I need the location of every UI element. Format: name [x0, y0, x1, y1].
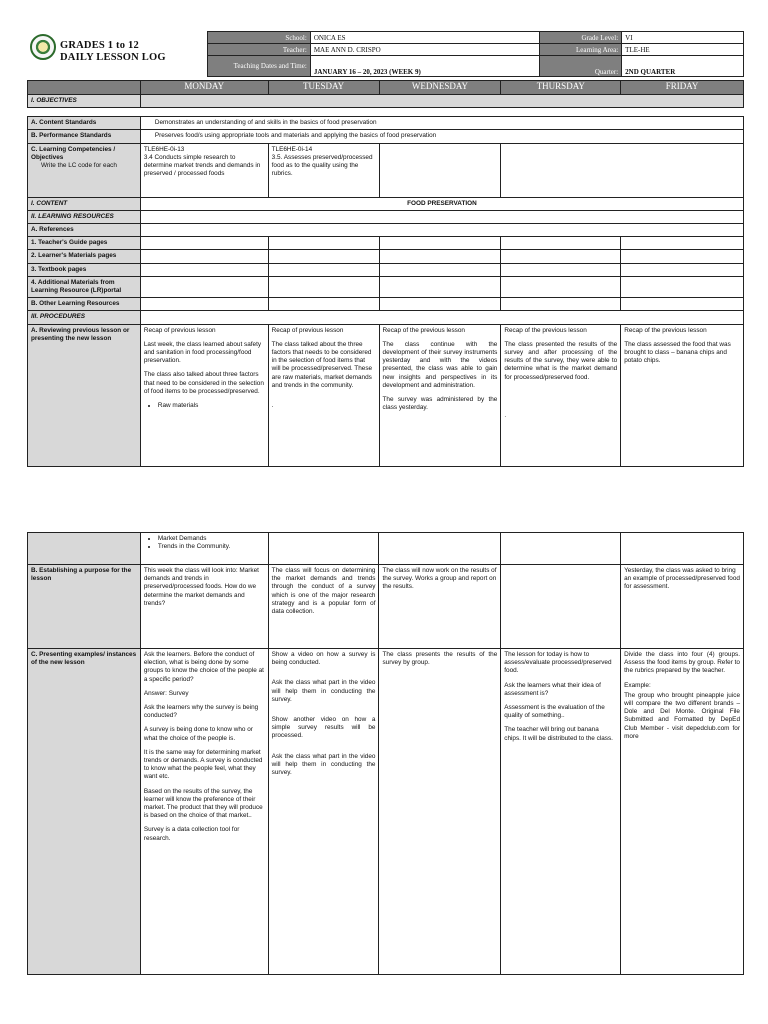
ex-thu-p2: Ask the learners what their idea of assessment is? — [504, 681, 601, 697]
presenting-examples-label: C. Presenting examples/ instances of the new lesson — [28, 649, 141, 975]
tb-mon — [140, 263, 268, 276]
ex-mon-p2: Answer: Survey — [143, 689, 189, 697]
spacer-row — [28, 108, 744, 117]
or-thu — [501, 298, 621, 311]
review-fri-p1: Recap of the previous lesson — [624, 326, 707, 334]
ex-mon-p3: Ask the learners why the survey is being conducted? — [143, 704, 259, 720]
competency-monday — [140, 143, 268, 197]
examples-wednesday — [379, 649, 501, 975]
ex-mon-p4: A survey is being done to know who or what the choice of the people is. — [143, 726, 253, 742]
examples-monday — [140, 649, 268, 975]
procedures-heading: III. PROCEDURES — [28, 311, 141, 324]
ex-mon-p6: Based on the results of the survey, the learner will know the preference of their market. The product that they will produce is based on the choice of that market.. — [143, 787, 263, 820]
header-info-table — [207, 31, 744, 77]
competencies-title: C. Learning Competencies / Objectives — [31, 145, 116, 161]
purpose-thursday — [501, 565, 621, 649]
review-mon-p3: The class also talked about three factors that need to be considered in the selection of food items to be processed/preserved. — [143, 371, 264, 395]
lm-fri — [621, 250, 744, 263]
ex-tue-p1: Show a video on how a survey is being conducted. — [271, 651, 376, 667]
continued-monday — [140, 533, 268, 565]
content-heading: I. CONTENT — [28, 197, 141, 210]
reviewing-label: A. Reviewing previous lesson or presenting the new lesson — [28, 324, 141, 466]
area-label: Learning Area: — [540, 44, 622, 56]
or-mon — [140, 298, 268, 311]
am-thu — [501, 276, 621, 297]
purpose-friday: Yesterday, the class was asked to bring an example of processed/preserved food for assessment. — [621, 565, 744, 649]
competency-tuesday-text: 3.5. Assesses preserved/processed food as to the quality using the rubrics. — [271, 153, 373, 178]
competency-monday-text: 3.4 Conducts simple research to determine market trends and demands in preserved / processed foods — [143, 153, 261, 178]
review-mon-list — [144, 402, 265, 410]
tb-tue — [268, 263, 379, 276]
quarter-label: Quarter: — [540, 56, 622, 77]
review-friday — [621, 324, 744, 466]
day-thursday: THURSDAY — [501, 81, 621, 95]
examples-friday — [621, 649, 744, 975]
grade-label: Grade Level: — [540, 32, 622, 44]
title-line1: GRADES 1 to 12 — [60, 40, 139, 51]
review-thu-p1: Recap of the previous lesson — [504, 326, 587, 334]
tb-fri — [621, 263, 744, 276]
tg-tue — [268, 237, 379, 250]
ex-tue-p4: Ask the class what part in the video will help them in conducting the survey. — [271, 752, 376, 777]
continued-fri — [621, 533, 744, 565]
review-wed-p1: Recap of the previous lesson — [382, 326, 465, 334]
ex-tue-p2: Ask the class what part in the video will help them in conducting the survey. — [271, 679, 376, 703]
review-fri-p2: The class assessed the food that was brought to class – banana chips and potato chips. — [624, 340, 731, 365]
ex-mon-p5: It is the same way for determining market trends or demands. A survey is conducted to know what the people feel, what they want etc. — [143, 748, 263, 781]
dates-label: Teaching Dates and Time: — [208, 56, 311, 77]
teachers-guide-label: 1. Teacher's Guide pages — [28, 237, 141, 250]
review-tue-dot: . — [271, 402, 274, 410]
am-wed — [379, 276, 501, 297]
objectives-band — [140, 95, 743, 108]
lm-thu — [501, 250, 621, 263]
competency-monday-code: TLE6HE-0i-13 — [143, 145, 185, 153]
review-tue-p1: Recap of previous lesson — [271, 326, 344, 334]
ex-thu-p4: The teacher will bring out banana chips. It will be distributed to the class. — [504, 726, 613, 742]
review-wednesday — [379, 324, 501, 466]
learners-materials-label: 2. Learner's Materials pages — [28, 250, 141, 263]
additional-materials-label: 4. Additional Materials from Learning Resource (LR)portal — [28, 276, 141, 297]
content-standards-label: A. Content Standards — [28, 117, 141, 130]
dates-value: JANUARY 16 – 20, 2023 (WEEK 9) — [310, 56, 540, 77]
review-tue-p2: The class talked about the three factors that needs to be considered in the selection of food items that will be processed/preserved. These are raw materials, market demands and trends in the community. — [271, 340, 373, 389]
learning-resources-band — [140, 210, 743, 223]
review-tuesday — [268, 324, 379, 466]
purpose-monday: This week the class will look into: Market demands and trends in preserved/processed foods. How do we determine the market demands and trends? — [140, 565, 268, 649]
review-mon-p2: Last week, the class learned about safety and sanitation in food processing/food preservation. — [143, 340, 262, 365]
school-value: ONICA ES — [310, 32, 540, 44]
tb-wed — [379, 263, 501, 276]
competencies-subtitle: Write the LC code for each — [41, 162, 117, 170]
continued-thu — [501, 533, 621, 565]
review-thu-dot: . — [504, 411, 507, 419]
lesson-log-table — [27, 80, 744, 467]
textbook-label: 3. Textbook pages — [28, 263, 141, 276]
or-wed — [379, 298, 501, 311]
review-thu-p2: The class presented the results of the survey and after processing of the results of the survey, they were able to determine what is the market demand for processed/preserved food. — [504, 340, 618, 381]
or-fri — [621, 298, 744, 311]
ex-fri-p3: The group who brought pineapple juice will compare the two different brands – Dole and Del Monte. Original File Submitted and Formatted by DepEd Club Member - visit depedclub.com for more — [624, 691, 740, 740]
continued-label-cell — [28, 533, 141, 565]
ex-thu-p1: The lesson for today is how to assess/evaluate processed/preserved food. — [504, 651, 612, 675]
procedures-band — [140, 311, 743, 324]
teacher-value: MAE ANN D. CRISPO — [310, 44, 540, 56]
tg-mon — [140, 237, 268, 250]
lesson-log-table-continued — [27, 532, 744, 975]
performance-standards-label: B. Performance Standards — [28, 130, 141, 143]
competency-tuesday-code: TLE6HE-0i-14 — [271, 145, 313, 153]
performance-standards-text: Preserves food/s using appropriate tools and materials and applying the basics of food preservation — [140, 130, 743, 143]
tg-wed — [379, 237, 501, 250]
school-label: School: — [208, 32, 311, 44]
continued-wed — [379, 533, 501, 565]
ex-fri-p1: Divide the class into four (4) groups. Assess the food items by group. Refer to the rubrics prepared by the teacher. — [624, 651, 740, 675]
am-mon — [140, 276, 268, 297]
competency-thu-fri — [501, 143, 744, 197]
list-item: • Raw materials — [158, 402, 265, 410]
content-topic: FOOD PRESERVATION — [140, 197, 743, 210]
deped-seal-logo — [30, 34, 56, 60]
review-mon-p1: Recap of previous lesson — [143, 326, 216, 334]
learning-resources-heading: II. LEARNING RESOURCES — [28, 210, 141, 223]
continued-tue — [268, 533, 379, 565]
am-fri — [621, 276, 744, 297]
lm-tue — [268, 250, 379, 263]
quarter-value: 2ND QUARTER — [622, 56, 744, 77]
corner-cell — [28, 81, 141, 95]
purpose-wednesday: The class will now work on the results of the survey. Works a group and report on the results. — [379, 565, 501, 649]
document-title — [60, 40, 166, 64]
lm-wed — [379, 250, 501, 263]
ex-fri-p2: Example: — [624, 681, 651, 689]
review-wed-p2: The class continue with the development of their survey instruments yesterday and with the videos presented, the class was able to gain new insights and perspectives in its development and administration. — [382, 340, 498, 389]
or-tue — [268, 298, 379, 311]
purpose-tuesday: The class will focus on determining the market demands and trends through the conduct of a survey which is one of the major research strategy and is a popular form of data collection. — [268, 565, 379, 649]
ex-mon-p7: Survey is a data collection tool for research. — [143, 826, 240, 842]
review-thursday — [501, 324, 621, 466]
day-friday: FRIDAY — [621, 81, 744, 95]
competency-tuesday — [268, 143, 379, 197]
references-label: A. References — [28, 224, 141, 237]
area-value: TLE-HE — [622, 44, 744, 56]
ex-thu-p3: Assessment is the evaluation of the quality of something.. — [504, 704, 605, 720]
grade-value: VI — [622, 32, 744, 44]
examples-thursday — [501, 649, 621, 975]
teacher-label: Teacher: — [208, 44, 311, 56]
references-band — [140, 224, 743, 237]
establishing-purpose-label: B. Establishing a purpose for the lesson — [28, 565, 141, 649]
ex-tue-p3: Show another video on how a simple survey results will be processed. — [271, 716, 376, 740]
day-wednesday: WEDNESDAY — [379, 81, 501, 95]
review-monday — [140, 324, 268, 466]
lm-mon — [140, 250, 268, 263]
day-tuesday: TUESDAY — [268, 81, 379, 95]
competency-wednesday — [379, 143, 501, 197]
review-wed-p3: The survey was administered by the class yesterday. — [382, 396, 498, 412]
list-item: • Trends in the Community. — [158, 543, 265, 551]
list-item: • Market Demands — [158, 535, 265, 543]
other-resources-label: B. Other Learning Resources — [28, 298, 141, 311]
ex-wed-p1: The class presents the results of the survey by group. — [382, 651, 498, 667]
tg-fri — [621, 237, 744, 250]
tg-thu — [501, 237, 621, 250]
day-monday: MONDAY — [140, 81, 268, 95]
competencies-label — [28, 143, 141, 197]
am-tue — [268, 276, 379, 297]
content-standards-text: Demonstrates an understanding of and skills in the basics of food preservation — [140, 117, 743, 130]
title-line2: DAILY LESSON LOG — [60, 52, 166, 63]
continued-list — [144, 535, 265, 551]
tb-thu — [501, 263, 621, 276]
ex-mon-p1: Ask the learners. Before the conduct of election, what is being done by some groups to know the choice of the people at a specific period? — [143, 651, 264, 683]
objectives-heading: I. OBJECTIVES — [28, 95, 141, 108]
examples-tuesday — [268, 649, 379, 975]
